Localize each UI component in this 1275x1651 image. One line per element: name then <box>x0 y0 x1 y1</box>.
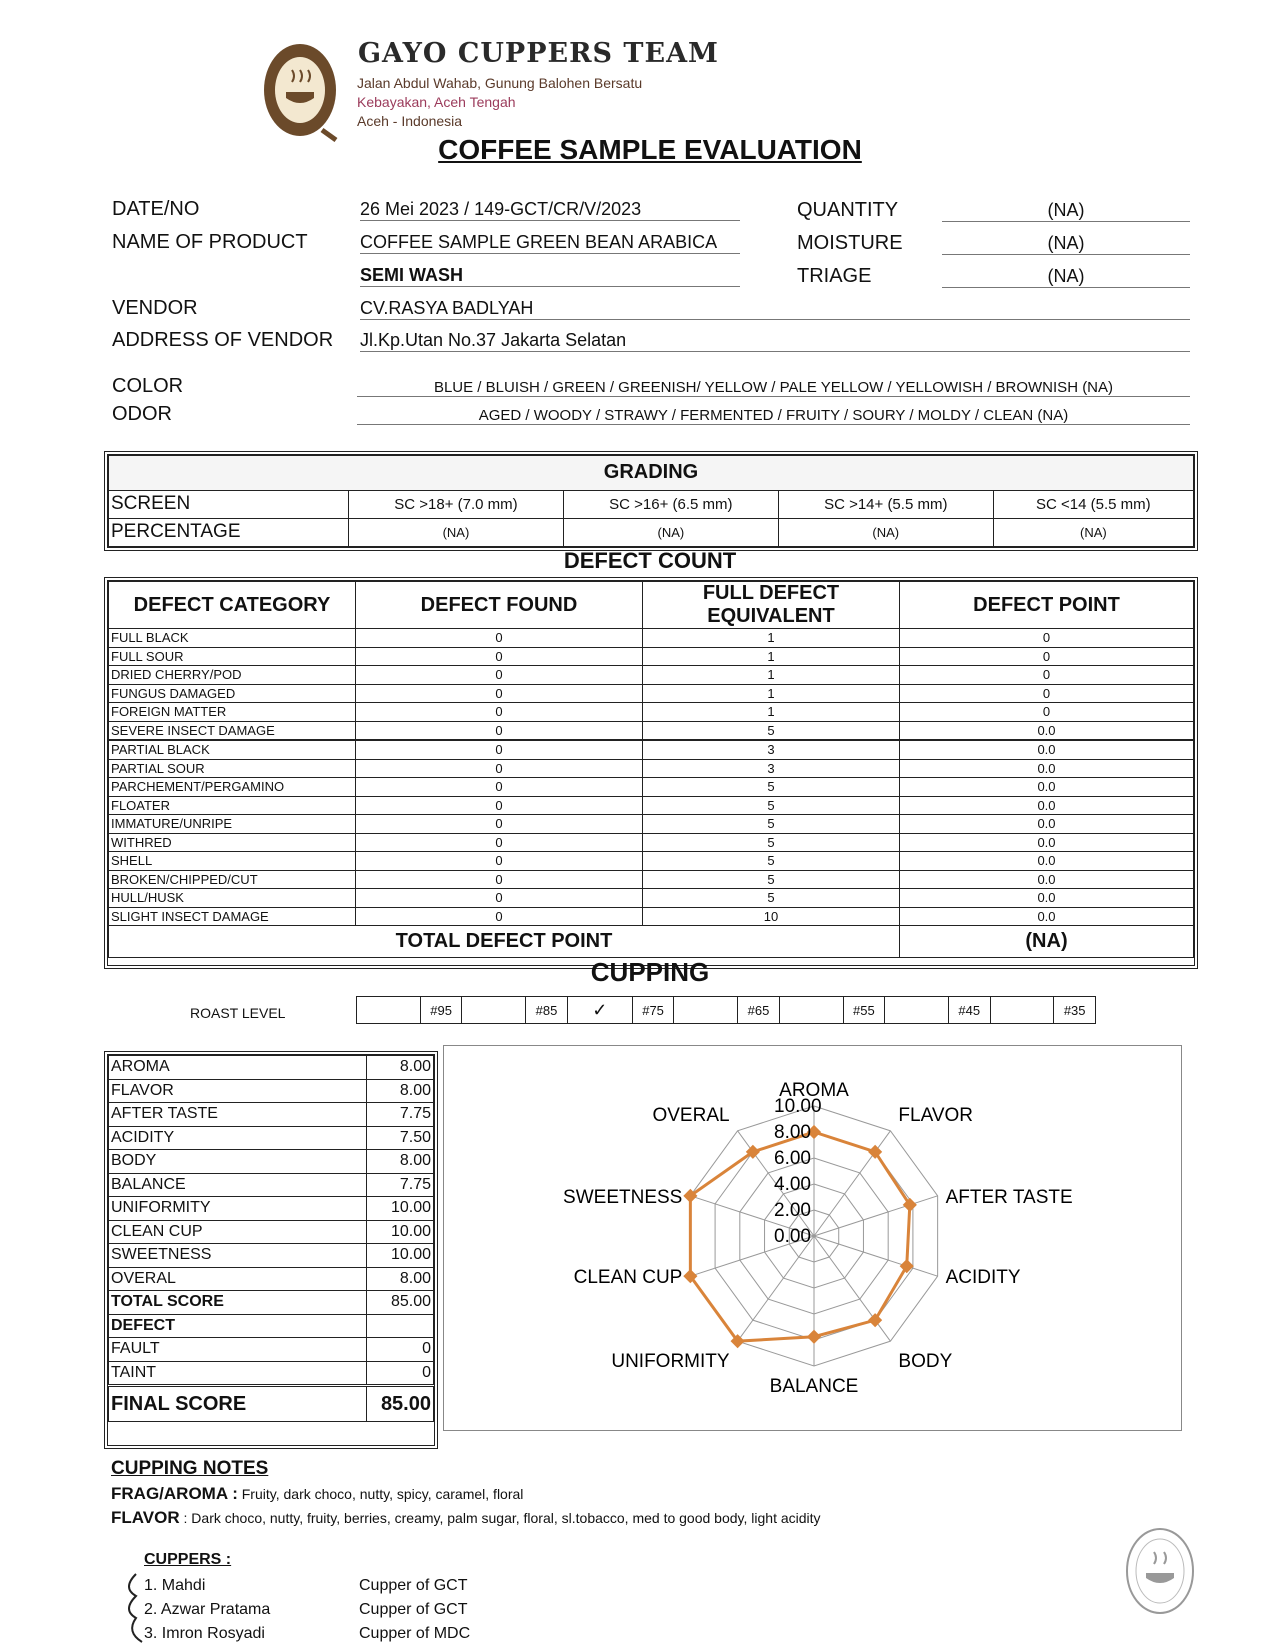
aroma-note-value: Fruity, dark choco, nutty, spicy, caramel, floral <box>241 1486 524 1502</box>
defect-row <box>109 721 1194 740</box>
defect-row <box>109 889 1194 908</box>
roast-checkbox <box>357 997 421 1024</box>
score-row <box>109 1267 434 1291</box>
defect-equivalent: 5 <box>643 889 900 908</box>
roast-level: #55 <box>843 997 885 1024</box>
radar-tick-label: 4.00 <box>774 1174 811 1195</box>
defect-equivalent: 3 <box>643 740 900 759</box>
taint-row <box>109 1361 434 1386</box>
defect-name: SLIGHT INSECT DAMAGE <box>109 907 356 926</box>
radar-category-label: FLAVOR <box>898 1104 974 1126</box>
defect-found: 0 <box>356 815 643 834</box>
roast-checkbox: ✓ <box>567 997 632 1024</box>
screen-label: SCREEN <box>109 490 349 518</box>
moisture-value: (NA) <box>942 233 1190 255</box>
defect-equivalent: 5 <box>643 852 900 871</box>
defect-row <box>109 647 1194 666</box>
defect-point: 0.0 <box>900 721 1194 740</box>
defect-point: 0.0 <box>900 759 1194 778</box>
screen-cell: SC >16+ (6.5 mm) <box>563 490 778 518</box>
radar-category-label: CLEAN CUP <box>573 1267 683 1289</box>
roast-level: #65 <box>738 997 780 1024</box>
defect-row <box>109 852 1194 871</box>
radar-category-label: BODY <box>898 1351 953 1373</box>
defect-found: 0 <box>356 740 643 759</box>
radar-category-label: AFTER TASTE <box>945 1186 1073 1208</box>
score-value: 10.00 <box>367 1220 434 1244</box>
defect-equivalent: 1 <box>643 629 900 648</box>
total-score-row <box>109 1291 434 1315</box>
defect-found: 0 <box>356 907 643 926</box>
score-label: FINAL SCORE <box>109 1386 367 1422</box>
roast-level: #35 <box>1054 997 1096 1024</box>
defect-name: FLOATER <box>109 796 356 815</box>
defect-row <box>109 778 1194 797</box>
color-label: COLOR <box>112 375 184 397</box>
defect-score-row <box>109 1314 434 1338</box>
radar-chart <box>443 1045 1182 1431</box>
defect-equivalent: 1 <box>643 647 900 666</box>
notes-title: CUPPING NOTES <box>111 1458 269 1479</box>
radar-point <box>807 1330 821 1344</box>
triage-value: (NA) <box>942 266 1190 288</box>
defect-point: 0 <box>900 666 1194 685</box>
score-row <box>109 1079 434 1103</box>
org-address: Jalan Abdul Wahab, Gunung Balohen Bersatu Kebayakan, Aceh Tengah Aceh - Indonesia <box>357 75 643 129</box>
defect-point: 0.0 <box>900 889 1194 908</box>
defect-row <box>109 759 1194 778</box>
score-value: 85.00 <box>367 1291 434 1315</box>
process-value: SEMI WASH <box>360 265 740 287</box>
defect-found: 0 <box>356 852 643 871</box>
radar-category-label: ACIDITY <box>945 1267 1021 1289</box>
radar-axis <box>814 1236 938 1276</box>
defect-row <box>109 666 1194 685</box>
defect-header: DEFECT CATEGORY <box>109 582 356 629</box>
defect-equivalent: 5 <box>643 815 900 834</box>
vendor-label: VENDOR <box>112 297 198 319</box>
score-value: 0 <box>367 1361 434 1386</box>
defect-found: 0 <box>356 833 643 852</box>
score-row <box>109 1056 434 1080</box>
defect-found: 0 <box>356 759 643 778</box>
radar-tick-label: 6.00 <box>774 1148 811 1169</box>
score-value: 10.00 <box>367 1197 434 1221</box>
defect-row <box>109 870 1194 889</box>
score-label: SWEETNESS <box>109 1244 367 1268</box>
percentage-cell: (NA) <box>778 518 993 546</box>
defect-row <box>109 629 1194 648</box>
stamp-icon <box>1124 1526 1196 1621</box>
date-label: DATE/NO <box>112 198 200 220</box>
defect-equivalent: 5 <box>643 721 900 740</box>
percentage-cell: (NA) <box>349 518 564 546</box>
score-value: 7.50 <box>367 1126 434 1150</box>
radar-tick-label: 2.00 <box>774 1200 811 1221</box>
screen-cell: SC >18+ (7.0 mm) <box>349 490 564 518</box>
defect-point: 0.0 <box>900 870 1194 889</box>
roast-level: #85 <box>526 997 568 1024</box>
grading-title: GRADING <box>109 456 1194 491</box>
roast-level: #95 <box>420 997 462 1024</box>
defect-point: 0.0 <box>900 907 1194 926</box>
defect-row <box>109 740 1194 759</box>
cuppers-list <box>144 1574 470 1646</box>
signature <box>122 1572 146 1651</box>
score-label: AROMA <box>109 1056 367 1080</box>
fault-row <box>109 1338 434 1362</box>
score-value: 10.00 <box>367 1244 434 1268</box>
radar-category-label: OVERAL <box>652 1104 730 1126</box>
defect-header: DEFECT FOUND <box>356 582 643 629</box>
percentage-cell: (NA) <box>993 518 1193 546</box>
defect-point: 0.0 <box>900 833 1194 852</box>
score-value <box>367 1314 434 1338</box>
cupper-role: Cupper of GCT <box>359 1601 468 1618</box>
radar-axis <box>814 1131 890 1236</box>
defect-equivalent: 5 <box>643 870 900 889</box>
score-row <box>109 1126 434 1150</box>
roast-checkbox <box>990 997 1054 1024</box>
roast-checkbox <box>674 997 738 1024</box>
triage-label: TRIAGE <box>797 265 872 287</box>
color-value: BLUE / BLUISH / GREEN / GREENISH/ YELLOW / PALE YELLOW / YELLOWISH / BROWNISH (NA) <box>357 379 1190 397</box>
flavor-note-label: FLAVOR <box>111 1508 180 1527</box>
defect-point: 0.0 <box>900 815 1194 834</box>
org-name: GAYO CUPPERS TEAM <box>358 38 719 69</box>
cupper-row <box>144 1598 470 1622</box>
cupper-name: 1. Mahdi <box>144 1577 206 1594</box>
radar-chart-svg <box>444 1046 1181 1430</box>
radar-category-label: BALANCE <box>769 1376 859 1397</box>
defect-name: PARTIAL SOUR <box>109 759 356 778</box>
defect-found: 0 <box>356 666 643 685</box>
odor-label: ODOR <box>112 403 172 425</box>
total-defect-label: TOTAL DEFECT POINT <box>109 926 900 958</box>
roast-checkbox <box>885 997 949 1024</box>
defect-found: 0 <box>356 703 643 722</box>
score-row <box>109 1173 434 1197</box>
defect-name: FULL SOUR <box>109 647 356 666</box>
defect-name: BROKEN/CHIPPED/CUT <box>109 870 356 889</box>
percentage-cell: (NA) <box>563 518 778 546</box>
vendor-value: CV.RASYA BADLYAH <box>360 298 1190 320</box>
defect-equivalent: 1 <box>643 684 900 703</box>
defect-name: PARCHEMENT/PERGAMINO <box>109 778 356 797</box>
radar-point <box>900 1259 914 1273</box>
defect-point: 0 <box>900 703 1194 722</box>
odor-value: AGED / WOODY / STRAWY / FERMENTED / FRUITY / SOURY / MOLDY / CLEAN (NA) <box>357 407 1190 425</box>
defect-name: HULL/HUSK <box>109 889 356 908</box>
score-label: TAINT <box>109 1361 367 1386</box>
score-row <box>109 1220 434 1244</box>
defect-equivalent: 3 <box>643 759 900 778</box>
defect-found: 0 <box>356 870 643 889</box>
logo <box>262 42 342 142</box>
score-value: 8.00 <box>367 1079 434 1103</box>
defect-name: FOREIGN MATTER <box>109 703 356 722</box>
page-title: COFFEE SAMPLE EVALUATION <box>438 134 862 165</box>
radar-category-label: SWEETNESS <box>563 1186 683 1208</box>
cupping-notes <box>111 1458 1171 1528</box>
score-label: OVERAL <box>109 1267 367 1291</box>
defect-equivalent: 1 <box>643 703 900 722</box>
defect-found: 0 <box>356 721 643 740</box>
defect-name: SHELL <box>109 852 356 871</box>
defect-found: 0 <box>356 629 643 648</box>
quantity-label: QUANTITY <box>797 199 899 221</box>
score-value: 8.00 <box>367 1056 434 1080</box>
defect-name: FULL BLACK <box>109 629 356 648</box>
percentage-label: PERCENTAGE <box>109 518 349 546</box>
radar-category-label: UNIFORMITY <box>611 1351 730 1373</box>
defect-name: DRIED CHERRY/POD <box>109 666 356 685</box>
product-value: COFFEE SAMPLE GREEN BEAN ARABICA <box>360 232 740 254</box>
total-defect-value: (NA) <box>900 926 1194 958</box>
defect-equivalent: 5 <box>643 833 900 852</box>
defect-row <box>109 907 1194 926</box>
score-label: ACIDITY <box>109 1126 367 1150</box>
defect-point: 0.0 <box>900 796 1194 815</box>
address-label: ADDRESS OF VENDOR <box>112 329 334 351</box>
defect-name: WITHRED <box>109 833 356 852</box>
radar-tick-label: 10.00 <box>774 1096 822 1117</box>
score-row <box>109 1197 434 1221</box>
defect-point: 0.0 <box>900 852 1194 871</box>
cuppers-title: CUPPERS : <box>144 1551 232 1568</box>
score-value: 8.00 <box>367 1267 434 1291</box>
defect-point: 0.0 <box>900 778 1194 797</box>
defect-found: 0 <box>356 647 643 666</box>
aroma-note-label: FRAG/AROMA : <box>111 1484 238 1503</box>
defect-point: 0.0 <box>900 740 1194 759</box>
defect-point: 0 <box>900 629 1194 648</box>
score-label: CLEAN CUP <box>109 1220 367 1244</box>
cupping-title: CUPPING <box>590 957 710 987</box>
score-label: UNIFORMITY <box>109 1197 367 1221</box>
score-value: 85.00 <box>367 1386 434 1422</box>
score-label: DEFECT <box>109 1314 367 1338</box>
roast-level-label: ROAST LEVEL <box>190 1005 286 1021</box>
cupper-row <box>144 1622 470 1646</box>
radar-tick-label: 0.00 <box>774 1226 811 1247</box>
score-table <box>104 1051 438 1449</box>
screen-cell: SC <14 (5.5 mm) <box>993 490 1193 518</box>
defect-header: DEFECT POINT <box>900 582 1194 629</box>
final-score-row <box>109 1386 434 1422</box>
score-value: 8.00 <box>367 1150 434 1174</box>
defect-row <box>109 833 1194 852</box>
cupper-name: 2. Azwar Pratama <box>144 1601 271 1618</box>
defect-name: FUNGUS DAMAGED <box>109 684 356 703</box>
cupper-name: 3. Imron Rosyadi <box>144 1625 265 1642</box>
score-label: FAULT <box>109 1338 367 1362</box>
defect-name: IMMATURE/UNRIPE <box>109 815 356 834</box>
moisture-label: MOISTURE <box>797 232 903 254</box>
defect-found: 0 <box>356 796 643 815</box>
roast-checkbox <box>779 997 843 1024</box>
defect-equivalent: 5 <box>643 796 900 815</box>
score-label: FLAVOR <box>109 1079 367 1103</box>
radar-category-label: AROMA <box>779 1080 849 1101</box>
defect-header: FULL DEFECT EQUIVALENT <box>643 582 900 629</box>
score-row <box>109 1150 434 1174</box>
score-label: AFTER TASTE <box>109 1103 367 1127</box>
grading-table <box>104 451 1198 551</box>
flavor-note-value: : Dark choco, nutty, fruity, berries, creamy, palm sugar, floral, sl.tobacco, med to good body, light acidity <box>183 1510 821 1526</box>
defect-point: 0 <box>900 647 1194 666</box>
radar-axis <box>738 1236 814 1341</box>
defect-equivalent: 5 <box>643 778 900 797</box>
defect-found: 0 <box>356 684 643 703</box>
defect-name: SEVERE INSECT DAMAGE <box>109 721 356 740</box>
score-value: 7.75 <box>367 1173 434 1197</box>
cupper-role: Cupper of GCT <box>359 1577 468 1594</box>
roast-level: #75 <box>632 997 674 1024</box>
radar-point <box>868 1313 882 1327</box>
quantity-value: (NA) <box>942 200 1190 222</box>
cupper-row <box>144 1574 470 1598</box>
radar-tick-label: 8.00 <box>774 1122 811 1143</box>
defect-row <box>109 815 1194 834</box>
defect-table <box>104 577 1198 969</box>
date-value: 26 Mei 2023 / 149-GCT/CR/V/2023 <box>360 199 740 221</box>
defect-count-title: DEFECT COUNT <box>563 548 737 573</box>
defect-found: 0 <box>356 778 643 797</box>
roast-level: #45 <box>948 997 990 1024</box>
defect-row <box>109 684 1194 703</box>
roast-level-scale <box>356 996 1096 1024</box>
product-label: NAME OF PRODUCT <box>112 231 308 253</box>
radar-axis <box>814 1196 938 1236</box>
score-label: BALANCE <box>109 1173 367 1197</box>
defect-row <box>109 703 1194 722</box>
score-value: 7.75 <box>367 1103 434 1127</box>
defect-equivalent: 10 <box>643 907 900 926</box>
score-row <box>109 1103 434 1127</box>
screen-cell: SC >14+ (5.5 mm) <box>778 490 993 518</box>
defect-row <box>109 796 1194 815</box>
address-value: Jl.Kp.Utan No.37 Jakarta Selatan <box>360 330 1190 352</box>
score-label: BODY <box>109 1150 367 1174</box>
score-value: 0 <box>367 1338 434 1362</box>
cupper-role: Cupper of MDC <box>359 1625 471 1642</box>
defect-found: 0 <box>356 889 643 908</box>
defect-equivalent: 1 <box>643 666 900 685</box>
score-label: TOTAL SCORE <box>109 1291 367 1315</box>
defect-point: 0 <box>900 684 1194 703</box>
score-row <box>109 1244 434 1268</box>
defect-name: PARTIAL BLACK <box>109 740 356 759</box>
roast-checkbox <box>462 997 526 1024</box>
